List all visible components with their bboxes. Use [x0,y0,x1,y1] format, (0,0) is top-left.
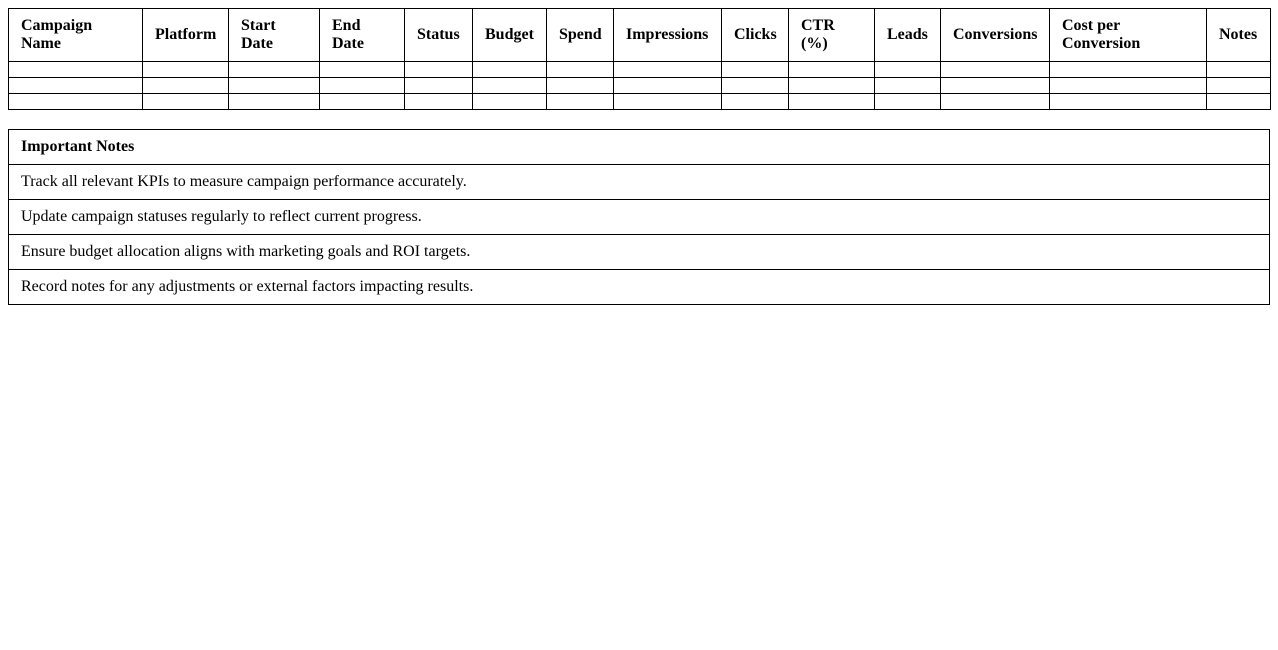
table-cell[interactable] [547,94,614,110]
table-cell[interactable] [614,94,722,110]
column-header-spend: Spend [547,9,614,62]
table-cell[interactable] [229,94,320,110]
table-cell[interactable] [143,78,229,94]
note-item: Update campaign statuses regularly to reflect current progress. [9,200,1270,235]
document-page [0,0,1278,305]
column-header-campaign-name: Campaign Name [9,9,143,62]
table-cell[interactable] [1050,78,1207,94]
table-cell[interactable] [9,94,143,110]
table-cell[interactable] [875,62,941,78]
note-item: Ensure budget allocation aligns with marketing goals and ROI targets. [9,235,1270,270]
table-cell[interactable] [1050,94,1207,110]
table-cell[interactable] [1050,62,1207,78]
column-header-leads: Leads [875,9,941,62]
table-cell[interactable] [320,78,405,94]
notes-title-row [9,130,1270,165]
table-row [9,78,1271,94]
table-cell[interactable] [547,62,614,78]
table-row [9,62,1271,78]
list-item [9,270,1270,305]
table-cell[interactable] [229,78,320,94]
column-header-status: Status [405,9,473,62]
table-cell[interactable] [875,78,941,94]
table-cell[interactable] [875,94,941,110]
note-item: Record notes for any adjustments or external factors impacting results. [9,270,1270,305]
table-cell[interactable] [320,94,405,110]
table-cell[interactable] [547,78,614,94]
column-header-cost-per-conversion: Cost per Conversion [1050,9,1207,62]
table-cell[interactable] [614,78,722,94]
notes-title: Important Notes [9,130,1270,165]
important-notes-table [8,129,1270,305]
table-cell[interactable] [941,62,1050,78]
column-header-platform: Platform [143,9,229,62]
table-cell[interactable] [1207,78,1271,94]
table-cell[interactable] [941,94,1050,110]
table-cell[interactable] [789,94,875,110]
column-header-impressions: Impressions [614,9,722,62]
column-header-end-date: End Date [320,9,405,62]
list-item [9,200,1270,235]
table-cell[interactable] [473,94,547,110]
table-cell[interactable] [9,62,143,78]
table-cell[interactable] [722,94,789,110]
column-header-notes: Notes [1207,9,1271,62]
column-header-conversions: Conversions [941,9,1050,62]
column-header-budget: Budget [473,9,547,62]
campaign-tracking-table [8,8,1271,110]
table-cell[interactable] [941,78,1050,94]
table-cell[interactable] [473,62,547,78]
table-cell[interactable] [722,62,789,78]
table-row [9,94,1271,110]
table-cell[interactable] [143,94,229,110]
table-cell[interactable] [229,62,320,78]
table-cell[interactable] [405,62,473,78]
table-cell[interactable] [405,78,473,94]
table-cell[interactable] [9,78,143,94]
table-cell[interactable] [405,94,473,110]
list-item [9,235,1270,270]
table-cell[interactable] [789,62,875,78]
table-cell[interactable] [1207,94,1271,110]
list-item [9,165,1270,200]
table-cell[interactable] [473,78,547,94]
table-cell[interactable] [143,62,229,78]
table-header-row [9,9,1271,62]
table-cell[interactable] [722,78,789,94]
table-cell[interactable] [789,78,875,94]
column-header-clicks: Clicks [722,9,789,62]
table-cell[interactable] [1207,62,1271,78]
table-cell[interactable] [320,62,405,78]
note-item: Track all relevant KPIs to measure campaign performance accurately. [9,165,1270,200]
table-cell[interactable] [614,62,722,78]
column-header-start-date: Start Date [229,9,320,62]
column-header-ctr: CTR (%) [789,9,875,62]
